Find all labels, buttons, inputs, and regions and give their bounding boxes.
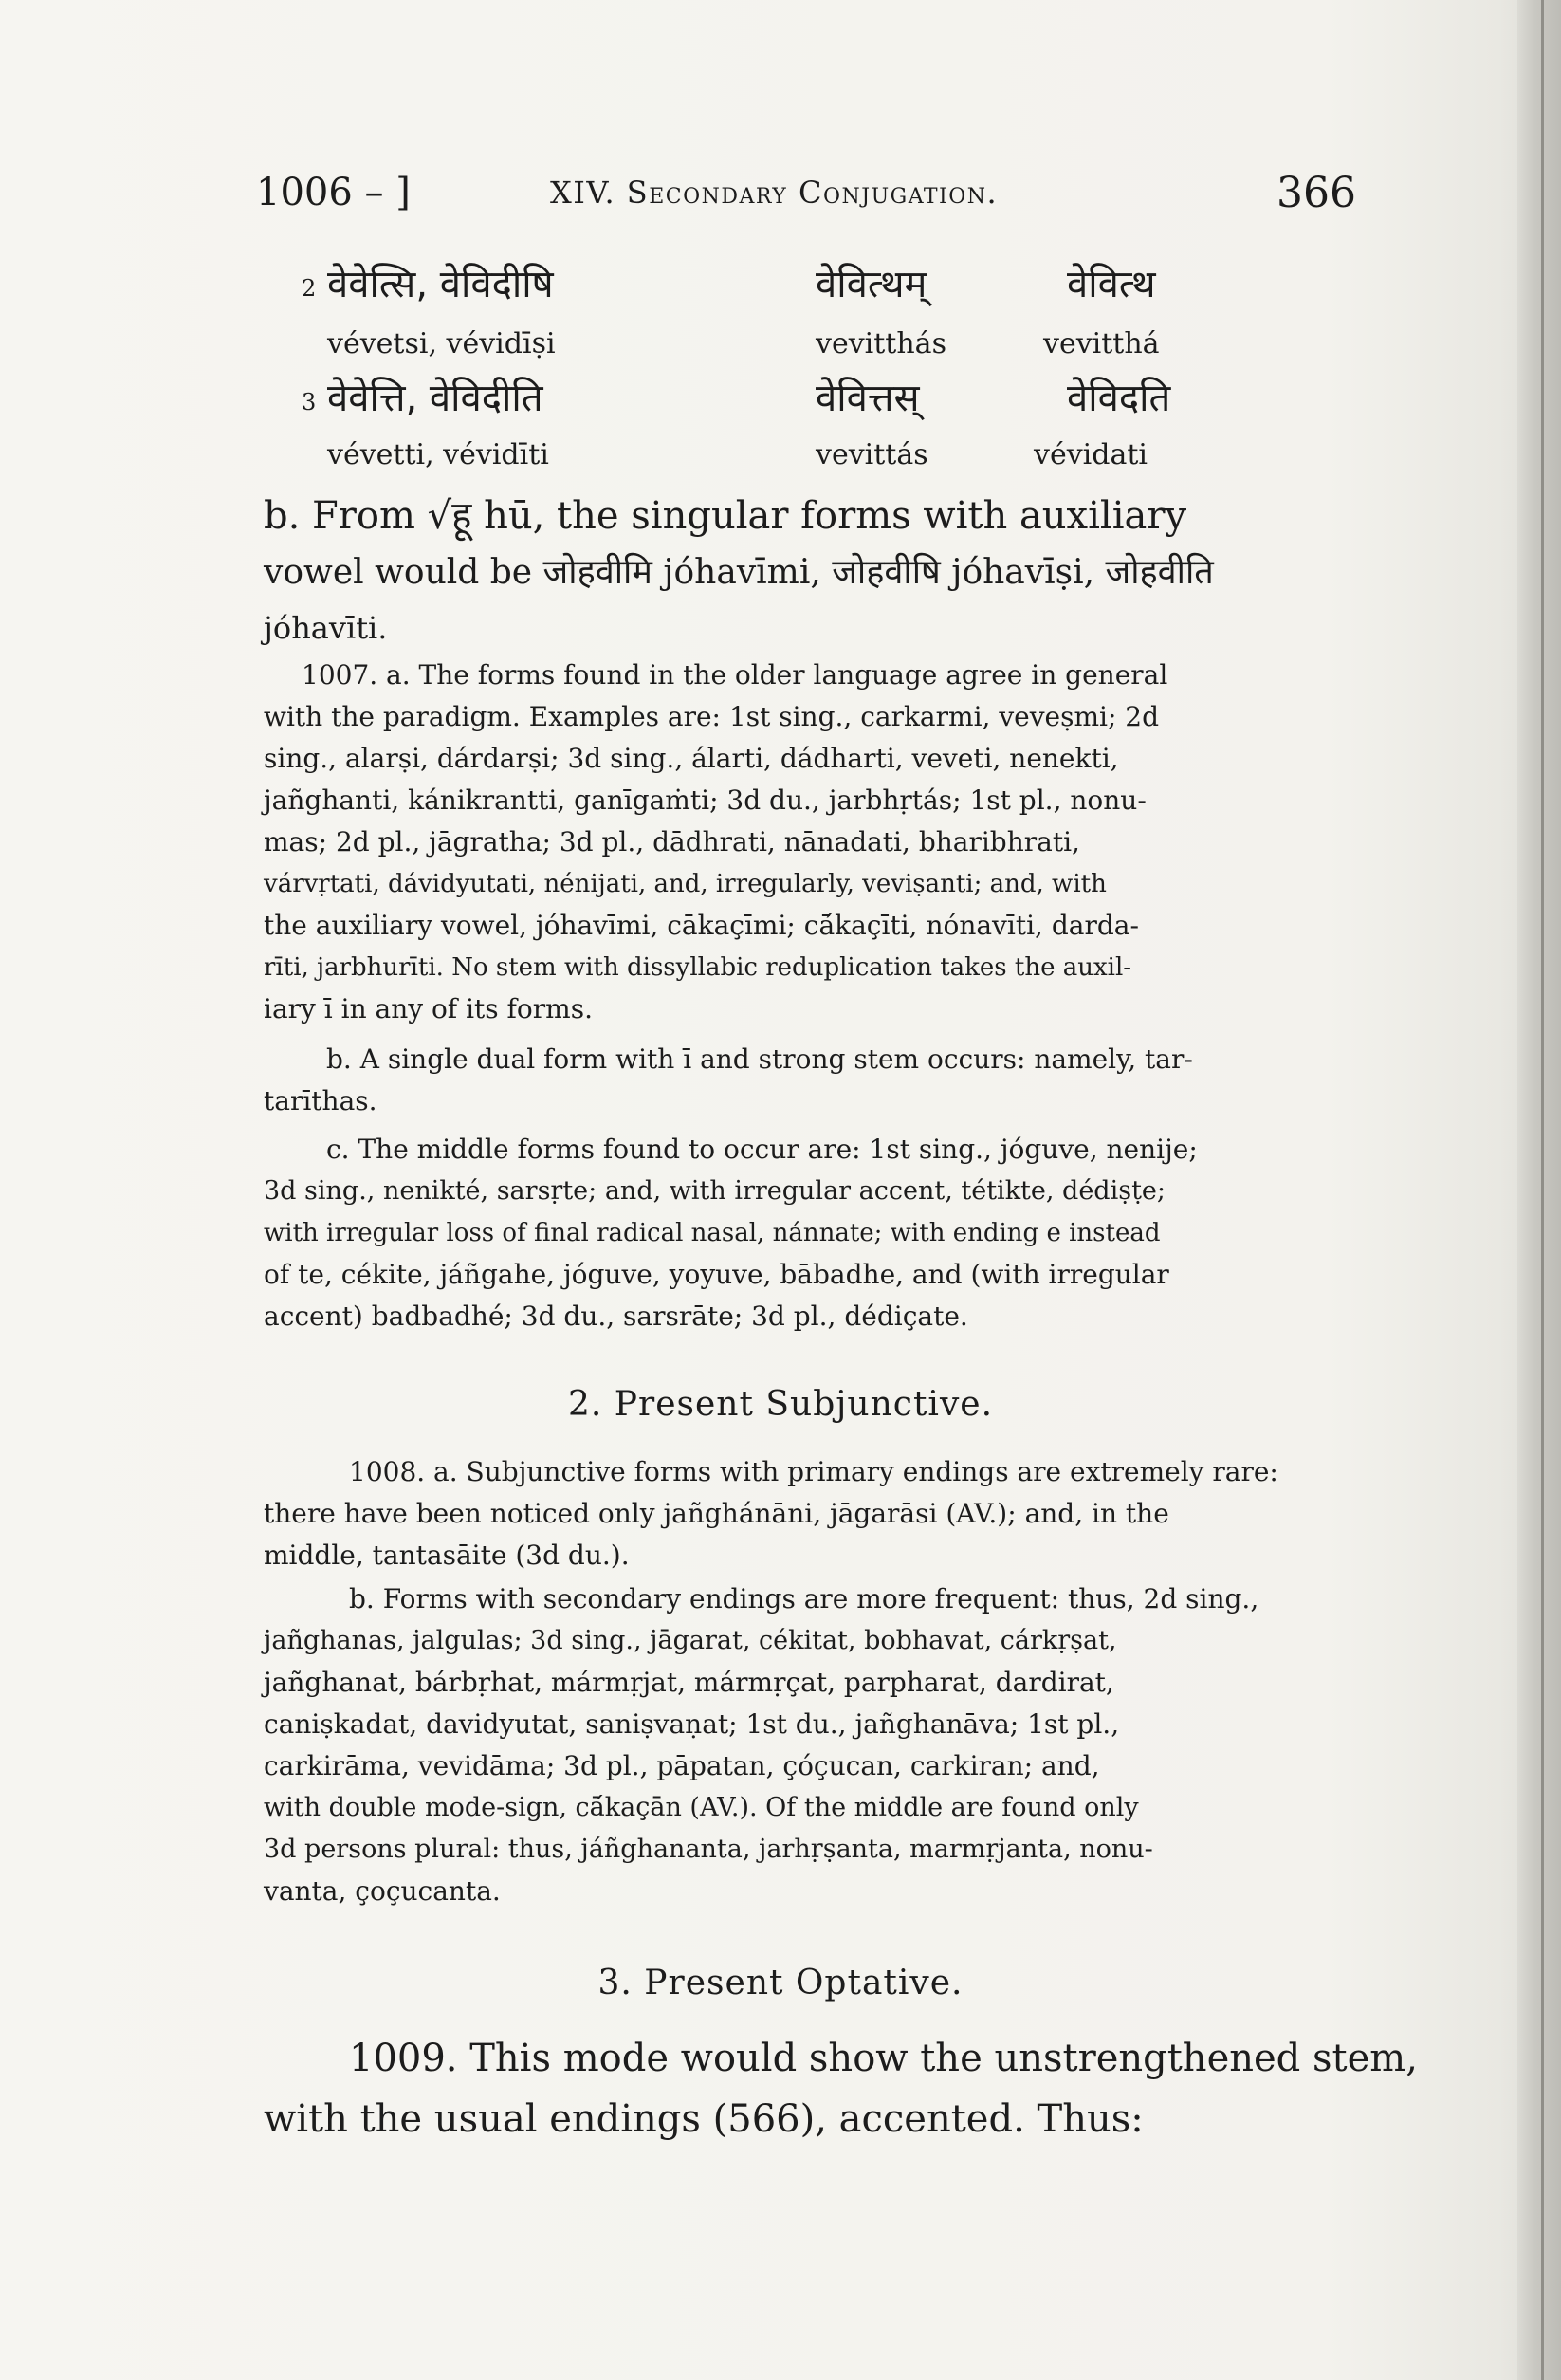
text-line: middle, tantasāite (3d du.). [264,1540,630,1571]
page-number: 366 [1276,169,1356,217]
deva-cell: वेवित्थ [1067,263,1156,306]
text-line: jóhavīti. [264,610,388,646]
text-line: with the paradigm. Examples are: 1st sing., carkarmi, veveṣmi; 2d [264,701,1160,732]
running-header [256,171,1356,228]
binding-line [1541,0,1544,2380]
text-line: with the usual endings (566), accented. Thus: [264,2097,1144,2141]
text-line: b. Forms with secondary endings are more frequent: thus, 2d sing., [349,1583,1259,1614]
text-line: b. From √हू hū, the singular forms with auxiliary [264,494,1187,538]
deva-cell: वेवेत्सि, वेविदीषि [327,263,554,306]
text-line: carkirāma, vevidāma; 3d pl., pāpatan, çóçucan, carkiran; and, [264,1750,1100,1781]
text-line: 1009. This mode would show the unstrengthened stem, [349,2037,1418,2080]
text-line: caniṣkadat, davidyutat, saniṣvaṇat; 1st du., jañghanāva; 1st pl., [264,1708,1120,1740]
text-line: jañghanti, kánikrantti, ganīgaṁti; 3d du., jarbhṛtás; 1st pl., nonu- [264,784,1147,816]
text-line: vowel would be जोहवीमि jóhavīmi, जोहवीषि jóhavīṣi, जोहवीति [264,553,1214,592]
text-line: with irregular loss of final radical nasal, nánnate; with ending e instead [264,1219,1161,1247]
deva-cell: वेवित्थम् [816,263,927,306]
text-line: mas; 2d pl., jāgratha; 3d pl., dādhrati, nānadati, bharibhrati, [264,826,1080,858]
roman-cell: vevittás [816,438,928,471]
roman-cell: vevitthás [816,327,946,360]
deva-cell: वेवित्तस् [816,377,920,420]
text-line: 1008. a. Subjunctive forms with primary endings are extremely rare: [349,1456,1278,1487]
deva-cell: वेविदति [1067,377,1171,420]
text-line: vanta, çoçucanta. [264,1875,501,1907]
page-edge-shadow [1517,0,1561,2380]
text-line: accent) badbadhé; 3d du., sarsrāte; 3d pl., dédiçate. [264,1301,968,1332]
text-line: b. A single dual form with ī and strong stem occurs: namely, tar- [326,1043,1193,1075]
text-line: tarīthas. [264,1085,377,1116]
row-number: 3 [302,389,317,415]
roman-cell: vévetti, vévidīti [327,438,549,471]
deva-cell: वेवेत्ति, वेविदीति [327,377,543,420]
running-title: XIV. Secondary Conjugation. [550,175,999,211]
section-reference: 1006 – ] [256,171,411,214]
roman-cell: vévidati [1034,438,1148,471]
text-line: 1007. a. The forms found in the older language agree in general [302,659,1168,691]
row-number: 2 [302,275,317,302]
text-line: sing., alarṣi, dárdarṣi; 3d sing., álarti, dádharti, veveti, nenekti, [264,743,1119,774]
text-line: jañghanas, jalgulas; 3d sing., jāgarat, cékitat, bobhavat, cárkṛṣat, [264,1626,1117,1655]
text-line: jañghanat, bárbṛhat, mármṛjat, mármṛçat, parpharat, dardirat, [264,1667,1114,1698]
text-line: rīti, jarbhurīti. No stem with dissyllabic reduplication takes the auxil- [264,953,1132,982]
text-line: iary ī in any of its forms. [264,993,593,1024]
heading-present-subjunctive: 2. Present Subjunctive. [567,1385,994,1424]
roman-cell: vévetsi, vévidīṣi [327,327,556,360]
text-line: with double mode-sign, cā́kaçān (AV.). Of the middle are found only [264,1793,1139,1822]
text-line: c. The middle forms found to occur are: 1st sing., jóguve, nenije; [326,1134,1198,1165]
heading-present-optative: 3. Present Optative. [597,1964,964,2002]
text-line: of te, cékite, jáñgahe, jóguve, yoyuve, bābadhe, and (with irregular [264,1259,1169,1290]
roman-cell: vevitthá [1043,327,1160,360]
text-line: there have been noticed only jañghánāni, jāgarāsi (AV.); and, in the [264,1498,1169,1529]
text-line: the auxiliary vowel, jóhavīmi, cākaçīmi; cā́kaçīti, nónavīti, darda- [264,910,1139,941]
text-line: 3d persons plural: thus, jáñghananta, jarhṛṣanta, marmṛjanta, nonu- [264,1835,1153,1864]
text-line: várvṛtati, dávidyutati, nénijati, and, irregularly, veviṣanti; and, with [264,870,1107,898]
text-line: 3d sing., nenikté, sarsṛte; and, with irregular accent, tétikte, dédiṣṭe; [264,1176,1166,1206]
